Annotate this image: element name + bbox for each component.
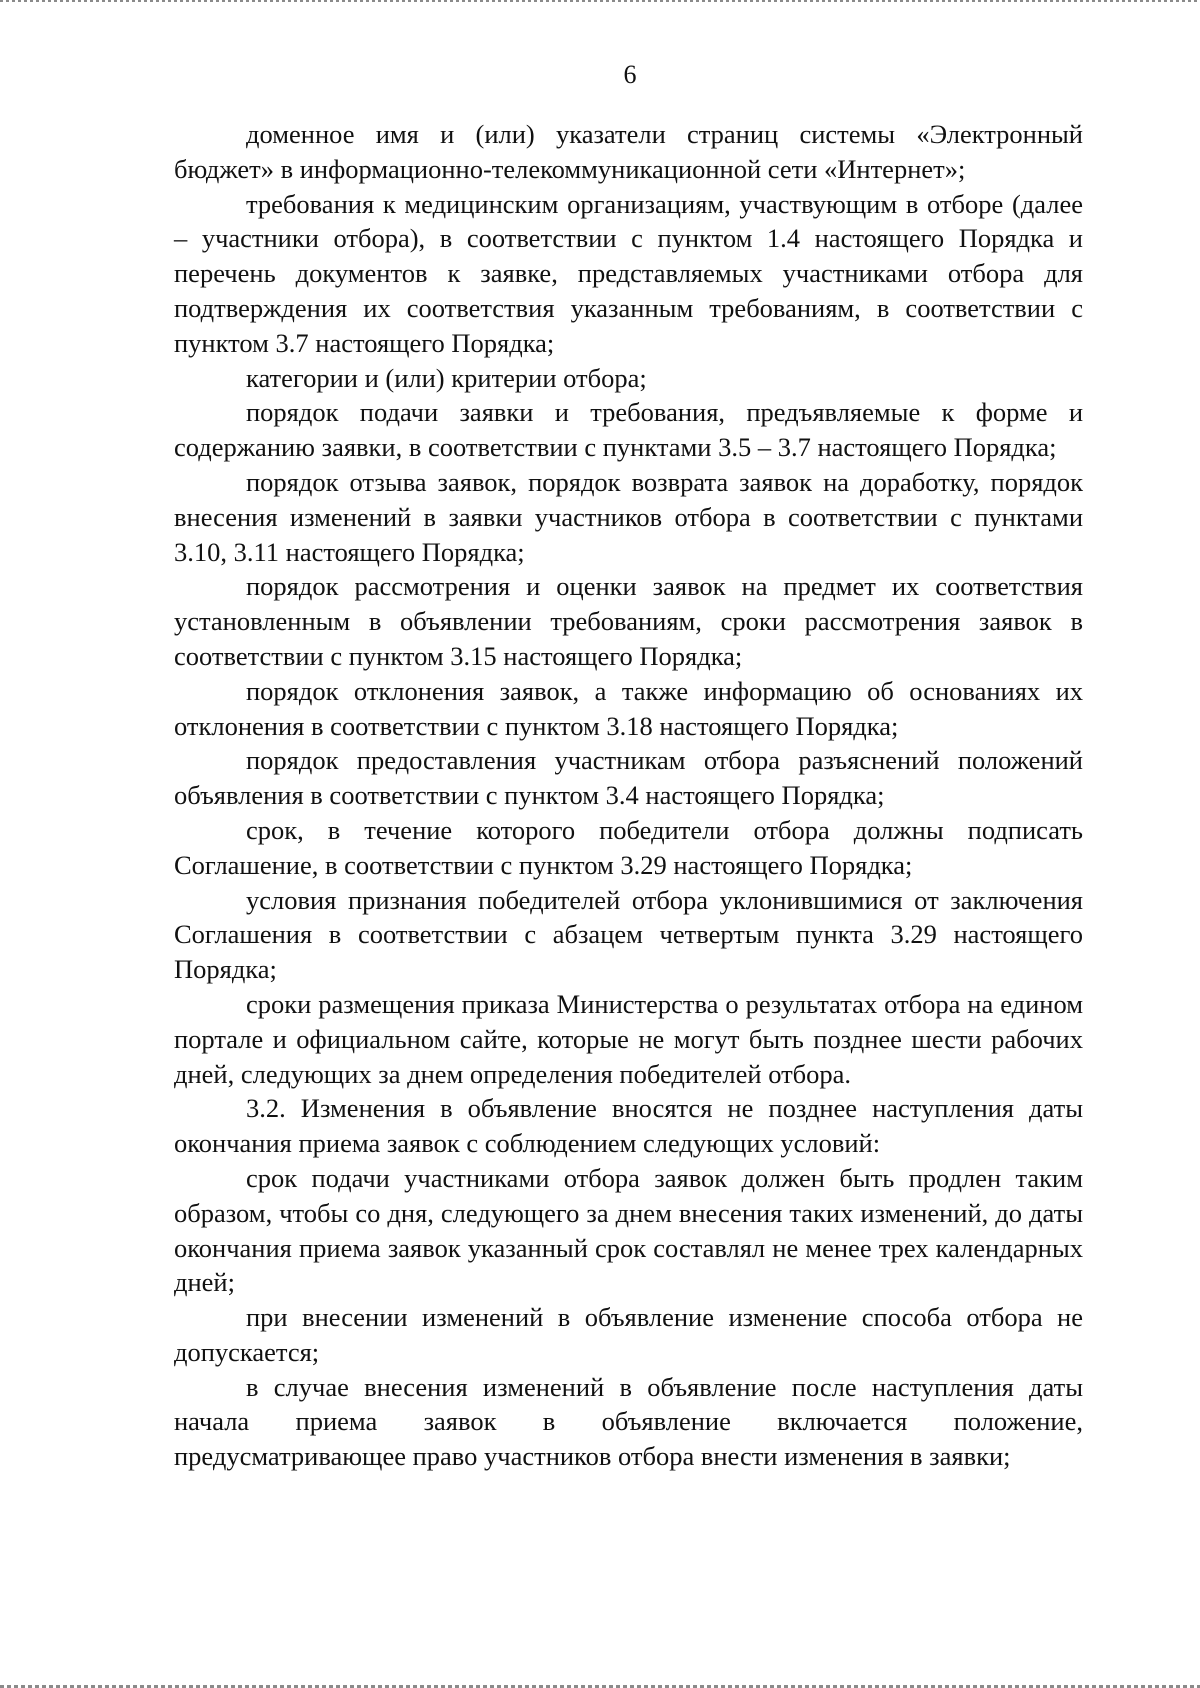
paragraph: требования к медицинским организациям, участвующим в отборе (далее – участники отбора), в соответствии с пунктом 1.4 настоящего Порядка и перечень документов к заявке, представляемых участниками отбора для подтверждения их соответствия указанным требованиям, в соответствии с пунктом 3.7 настоящего Порядка; <box>174 188 1083 358</box>
paragraph: категории и (или) критерии отбора; <box>246 362 647 393</box>
paragraph: при внесении изменений в объявление изменение способа отбора не допускается; <box>174 1302 1083 1367</box>
scan-top-edge <box>0 0 1200 2</box>
paragraph: в случае внесения изменений в объявление после наступления даты начала приема заявок в объявление включается положение, предусматривающее право участников отбора внести изменения в заявки; <box>174 1371 1083 1472</box>
paragraph: срок, в течение которого победители отбора должны подписать Соглашение, в соответствии с пунктом 3.29 настоящего Порядка; <box>174 814 1083 880</box>
paragraph: порядок рассмотрения и оценки заявок на предмет их соответствия установленным в объявлении требованиям, сроки рассмотрения заявок в соответствии с пунктом 3.15 настоящего Порядка; <box>174 571 1083 671</box>
paragraph: порядок подачи заявки и требования, предъявляемые к форме и содержанию заявки, в соответствии с пунктами 3.5 – 3.7 настоящего Порядка; <box>174 397 1083 463</box>
paragraph: порядок отзыва заявок, порядок возврата заявок на доработку, порядок внесения изменений в заявки участников отбора в соответствии с пунктами 3.10, 3.11 настоящего Порядка; <box>174 466 1083 567</box>
paragraph: порядок предоставления участникам отбора разъяснений положений объявления в соответствии с пунктом 3.4 настоящего Порядка; <box>174 745 1083 811</box>
paragraph: порядок отклонения заявок, а также информацию об основаниях их отклонения в соответствии с пунктом 3.18 настоящего Порядка; <box>174 675 1083 741</box>
paragraph: срок подачи участниками отбора заявок должен быть продлен таким образом, чтобы со дня, следующего за днем внесения таких изменений, до даты окончания приема заявок указанный срок составлял не менее трех календарных дней; <box>174 1162 1083 1298</box>
paragraph: доменное имя и (или) указатели страниц системы «Электронный бюджет» в информационно-телекоммуникационной сети «Интернет»; <box>174 119 1083 184</box>
document-body <box>174 117 1083 1474</box>
page-number: 6 <box>623 60 637 89</box>
paragraph: условия признания победителей отбора уклонившимися от заключения Соглашения в соответствии с абзацем четвертым пункта 3.29 настоящего Порядка; <box>174 884 1083 985</box>
paragraph: 3.2. Изменения в объявление вносятся не позднее наступления даты окончания приема заявок с соблюдением следующих условий: <box>174 1093 1083 1159</box>
paragraph: сроки размещения приказа Министерства о результатах отбора на едином портале и официальном сайте, которые не могут быть позднее шести рабочих дней, следующих за днем определения победителей отбора. <box>174 988 1083 1089</box>
